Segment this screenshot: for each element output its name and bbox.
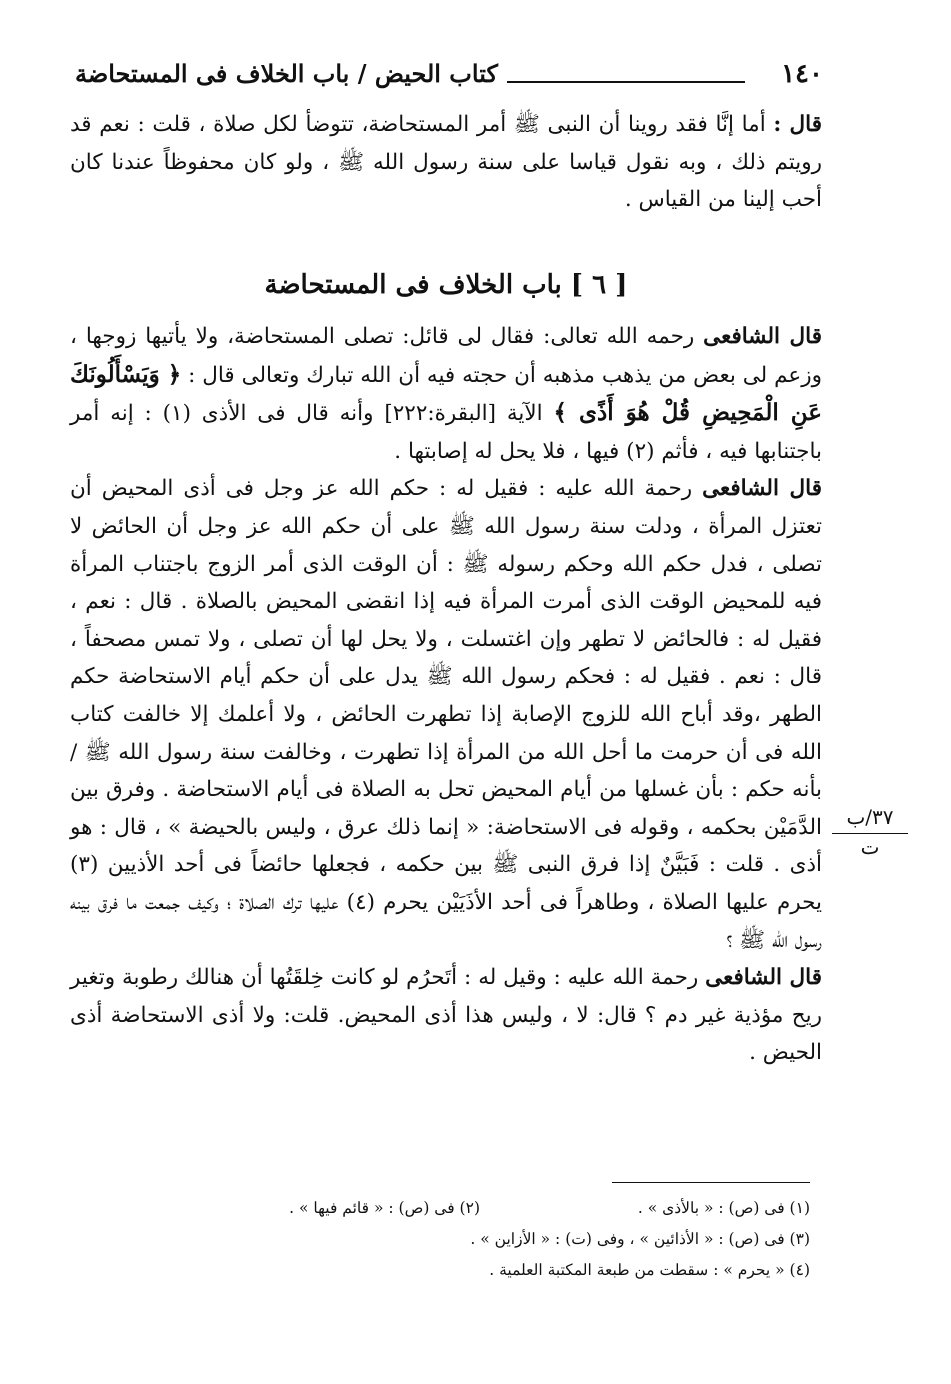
manuscript-siglum: ت <box>860 835 880 859</box>
paragraph-text: رحمة الله عليه : وقيل له : أتَحرُم لو كانت خِلقَتُها أن هنالك رطوبة وتغير ريح مؤذية غير دم ؟ قال: لا ، وليس هذا أذى المحيض. قلت: ولا أذى الاستحاضة أذى الحيض . <box>70 965 822 1066</box>
footnote-row <box>180 1255 810 1286</box>
speaker-label: قال الشافعى <box>703 324 822 349</box>
manuscript-folio-marker <box>832 803 908 860</box>
speaker-label: قال : <box>773 112 823 137</box>
page-number: ١٤٠ <box>781 59 823 89</box>
speaker-label: قال الشافعى <box>705 965 823 991</box>
page-header <box>75 55 823 97</box>
folio-number: ٣٧/ب <box>832 803 908 834</box>
footnote-2: (٢) فى (ص) : « قائم فيها » . <box>289 1199 480 1217</box>
paragraph <box>70 959 822 1072</box>
paragraph <box>70 318 822 470</box>
intro-paragraph <box>70 106 822 219</box>
footnote-separator <box>612 1182 810 1183</box>
footnote-row <box>180 1193 810 1224</box>
section-heading: [ ٦ ] باب الخلاف فى المستحاضة <box>264 270 628 300</box>
footnote-row <box>180 1224 810 1255</box>
paragraph <box>70 470 822 959</box>
footnotes <box>180 1193 810 1286</box>
running-title: كتاب الحيض / باب الخلاف فى المستحاضة <box>75 59 498 88</box>
main-text <box>70 318 822 1072</box>
footnote-1: (١) فى (ص) : « بالأذى » . <box>637 1199 810 1217</box>
quran-verse: ﴿ وَيَسْأَلُونَكَ عَنِ الْمَحِيضِ قُلْ هُوَ أَذًى ﴾ <box>70 360 822 427</box>
header-rule <box>507 81 745 83</box>
paragraph-text: رحمه الله تعالى: فقال لى قائل: تصلى المستحاضة، ولا يأتيها زوجها ، وزعم لى بعض من يذهب مذهبه أن حجته فيه أن الله تبارك وتعالى قال : <box>70 324 822 388</box>
footnote-3: (٣) فى (ص) : « الأذائين » ، وفى (ت) : « الأزاين » . <box>470 1230 810 1248</box>
paragraph-text: الآية [البقرة:٢٢٢] وأنه قال فى الأذى (١) : إنه أمر باجتنابها فيه ، فأثم (٢) فيها ، فلا يحل له إصابتها . <box>70 401 822 464</box>
speaker-label: قال الشافعى <box>702 476 823 502</box>
footnote-4: (٤) « يحرم » : سقطت من طبعة المكتبة العلمية . <box>489 1261 810 1279</box>
paragraph-text: رحمة الله عليه : فقيل له : حكم الله عز وجل فى أذى المحيض أن تعتزل المرأة ، ودلت سنة رسول الله ﷺ على أن حكم الله عز وجل أن الحائض لا تصلى ، فدل حكم الله وحكم رسوله ﷺ : أن الوقت الذى أمر الزوج باجتناب المرأة فيه للمحيض الوقت الذى أمرت المرأة فيه إذا انقضى المحيض بالصلاة . قال : نعم ، فقيل له : فالحائض لا تطهر وإن اغتسلت ، ولا يحل لها أن تصلى ، ولا تمس مصحفاً ، قال : نعم . فقيل له : فحكم رسول الله ﷺ يدل على أن حكم أيام الاستحاضة حكم الطهر ،وقد أباح الله للزوج الإصابة إذا تطهرت الحائض ، ولا أعلمك إلا خالفت كتاب الله فى أن حرمت ما أحل الله من المرأة إذا تطهرت ، وخالفت سنة رسول الله ﷺ / بأنه حكم : بأن غسلها من أيام المحيض تحل به الصلاة فى أيام الاستحاضة . وفرق بين الدَّمَيْن بحكمه ، وقوله فى الاستحاضة: « إنما ذلك عرق ، وليس بالحيضة » ، قال : هو أذى . قلت : فَبَيَّنٌ إذا فرق النبى ﷺ بين حكمه ، فجعلها حائضاً فى أحد الأذيين (٣) يحرم عليها الصلاة ، وطاهراً فى أحد الأذَيَيْن يحرم (٤) عليها ترك الصلاة ؛ وكيف جمعت ما فرق بينه رسول الله ﷺ ؟ <box>70 476 822 953</box>
paragraph-text: أما إنَّا فقد روينا أن النبى ﷺ أمر المستحاضة، تتوضأ لكل صلاة ، قلت : نعم قد رويتم ذلك ، وبه نقول قياسا على سنة رسول الله ﷺ ، ولو كان محفوظاً عندنا كان أحب إلينا من القياس . <box>70 112 822 213</box>
